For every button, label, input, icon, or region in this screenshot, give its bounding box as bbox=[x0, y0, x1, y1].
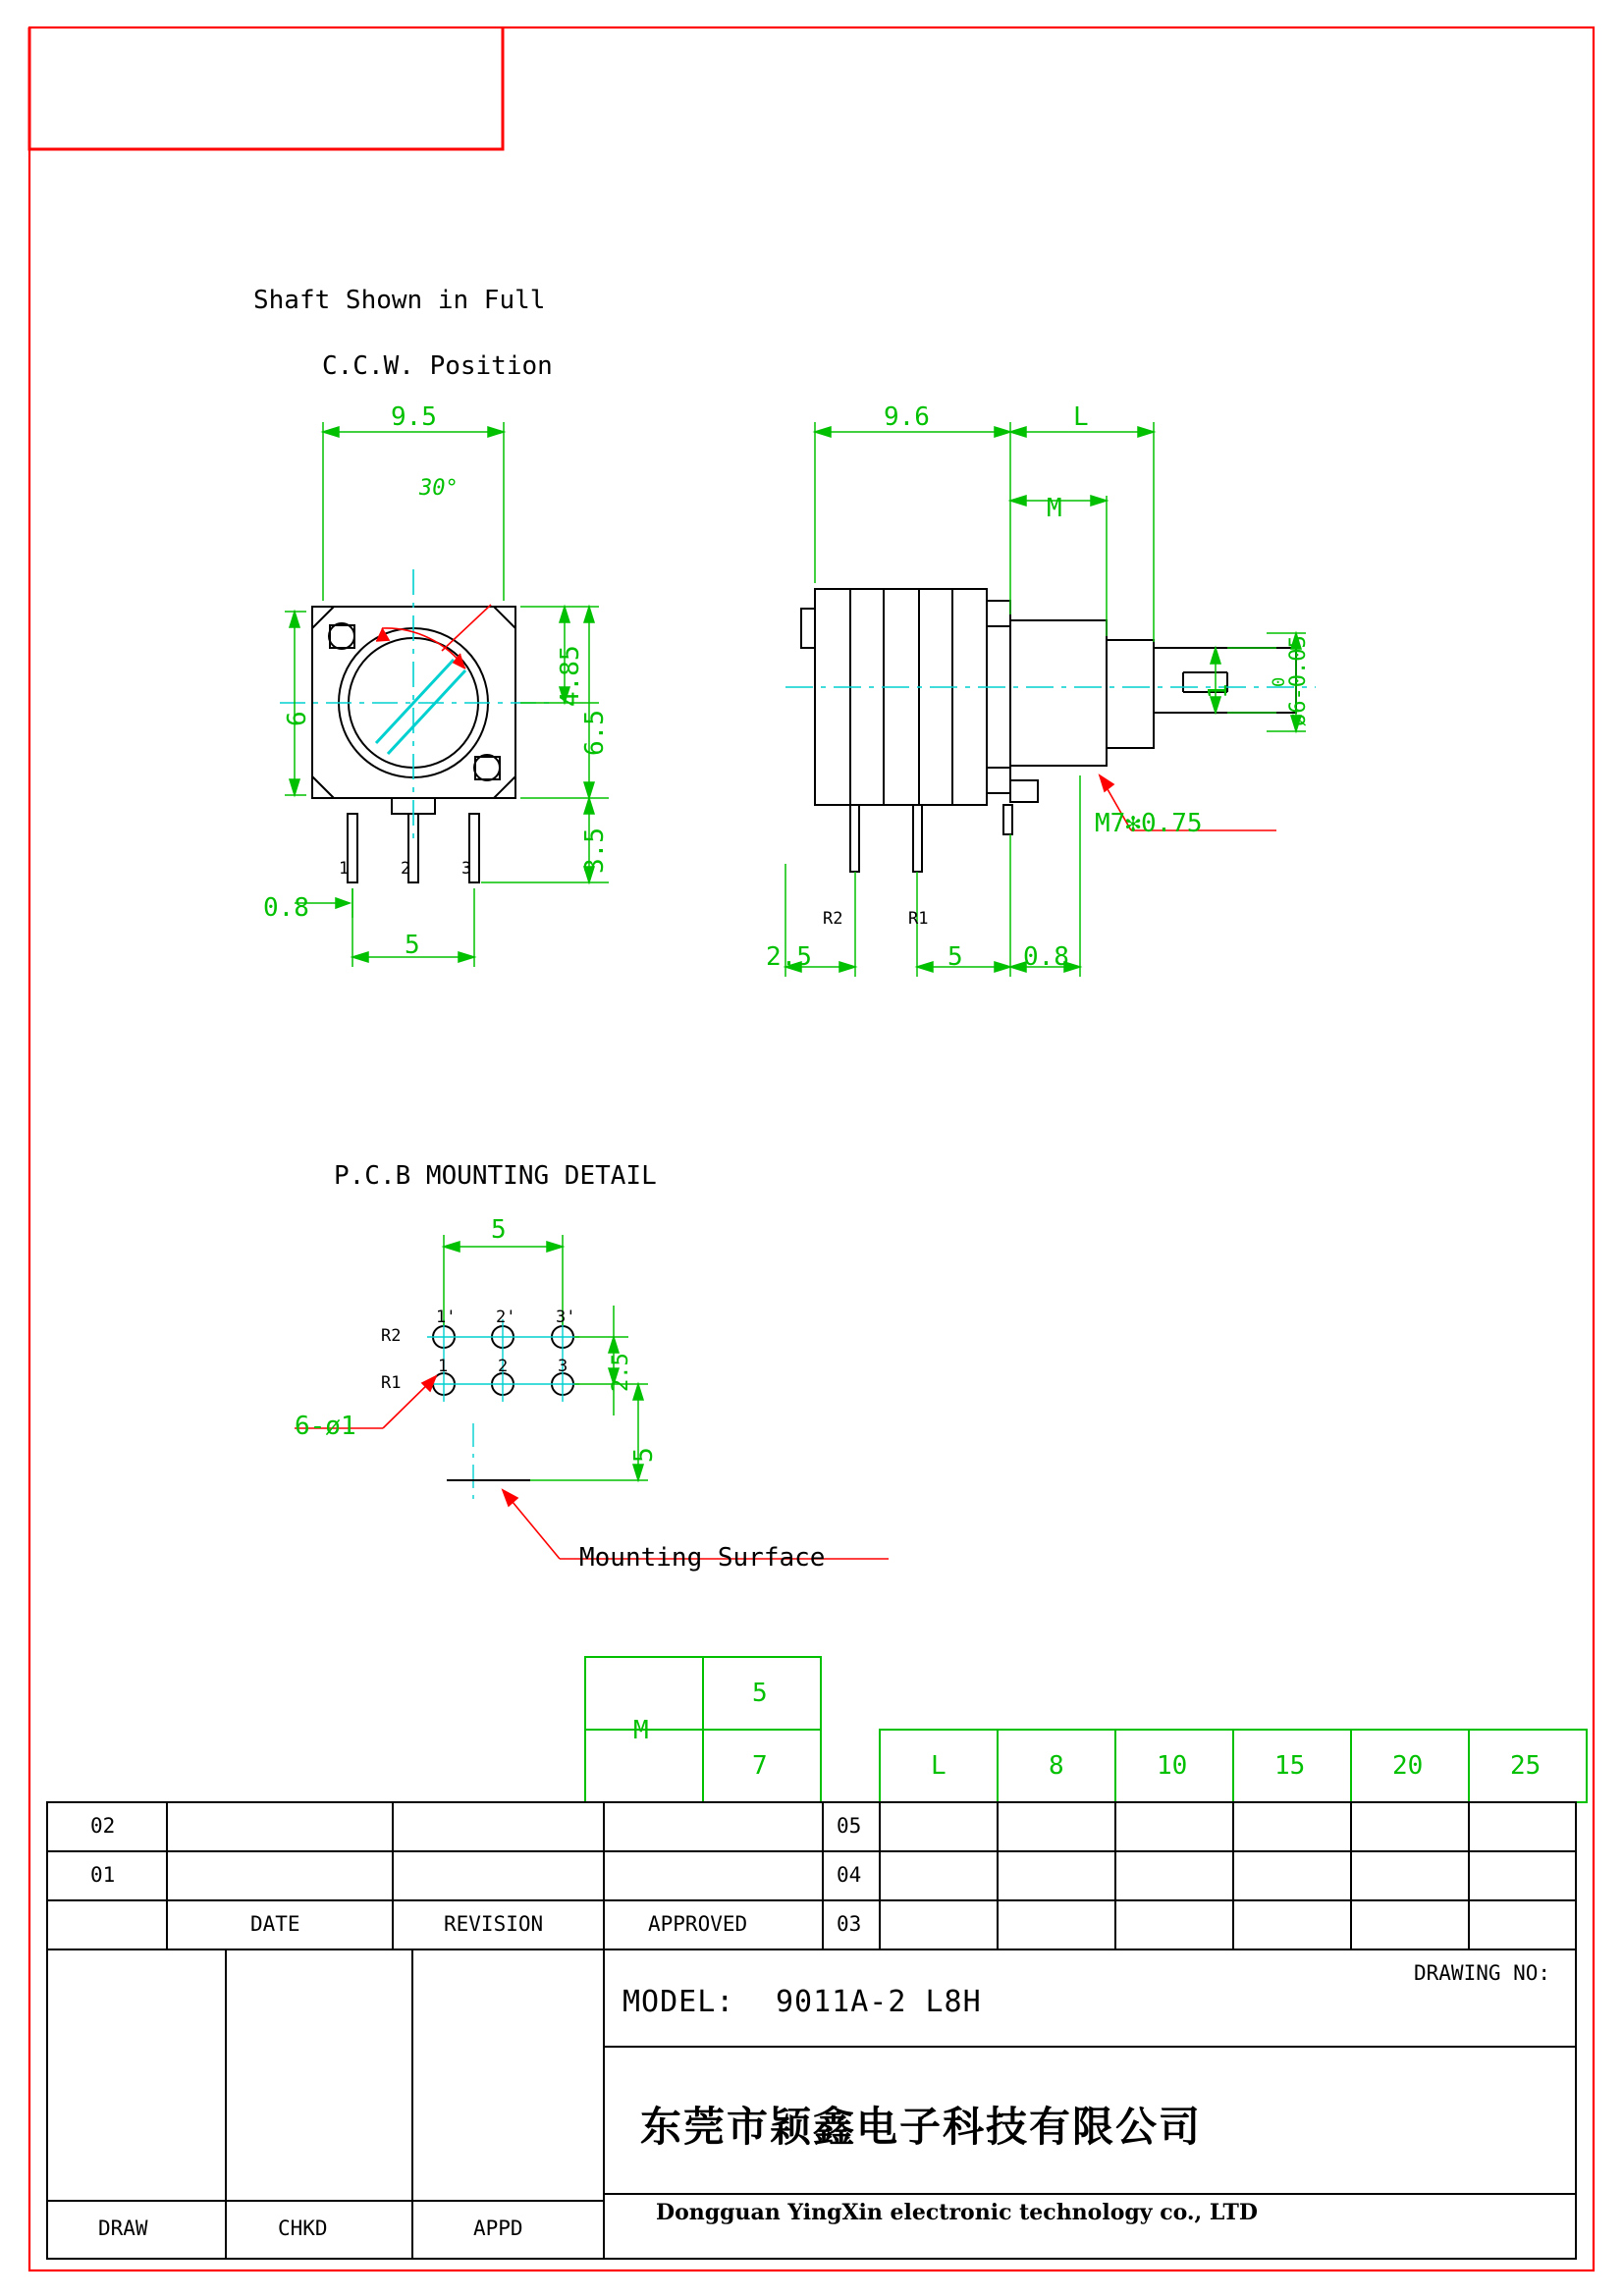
dim-side-08: 0.8 bbox=[1023, 942, 1069, 972]
shaft-note-line1: Shaft Shown in Full bbox=[253, 286, 546, 315]
pcb-hole-label-2p: 2' bbox=[496, 1308, 516, 1327]
title-block-geometry bbox=[47, 1802, 1576, 2259]
rev-header-revision: REVISION bbox=[444, 1912, 544, 1936]
dim-side-25: 2.5 bbox=[766, 942, 812, 972]
pcb-row-label-r1: R1 bbox=[381, 1373, 402, 1393]
option-l-value-20: 20 bbox=[1392, 1751, 1424, 1781]
footer-appd: APPD bbox=[473, 2216, 523, 2240]
company-name-cn: 东莞市颖鑫电子科技有限公司 bbox=[640, 2103, 1203, 2151]
dim-side-96: 9.6 bbox=[884, 402, 930, 432]
model-label: MODEL: bbox=[622, 1985, 735, 2019]
rev-header-date: DATE bbox=[250, 1912, 300, 1936]
option-table-geometry bbox=[585, 1657, 1587, 1802]
dim-pcb-25: 2.5 bbox=[609, 1353, 633, 1392]
sheet-num-03: 03 bbox=[837, 1912, 862, 1936]
option-l-value-10: 10 bbox=[1157, 1751, 1188, 1781]
dim-side-M: M bbox=[1047, 494, 1062, 523]
dim-front-65: 6.5 bbox=[580, 710, 610, 756]
dim-pcb-5-top: 5 bbox=[491, 1215, 507, 1245]
pcb-detail-geometry bbox=[295, 1235, 889, 1559]
model-value: 9011A-2 L8H bbox=[776, 1985, 982, 2019]
drawing-no-label: DRAWING NO: bbox=[1414, 1961, 1551, 1985]
pcb-detail-title: P.C.B MOUNTING DETAIL bbox=[334, 1161, 657, 1191]
pcb-hole-label-3: 3 bbox=[558, 1357, 568, 1376]
dim-front-485: 4.85 bbox=[556, 645, 585, 707]
pcb-hole-label-1p: 1' bbox=[436, 1308, 457, 1327]
rev-row-no-02: 02 bbox=[90, 1814, 116, 1838]
dim-shaft-diameter-upper-tol: 0 bbox=[1270, 676, 1289, 687]
dim-front-width: 9.5 bbox=[391, 402, 437, 432]
side-pin-R2: R2 bbox=[823, 909, 843, 929]
rev-row-no-01: 01 bbox=[90, 1863, 116, 1887]
shaft-note-line2: C.C.W. Position bbox=[322, 351, 553, 381]
option-l-value-8: 8 bbox=[1049, 1751, 1064, 1781]
option-l-label: L bbox=[931, 1751, 947, 1781]
dim-front-35: 3.5 bbox=[580, 828, 610, 874]
dim-front-height: 6 bbox=[283, 711, 312, 726]
dim-shaft-diameter: ø6-0.05 bbox=[1286, 635, 1311, 726]
option-m-value-7: 7 bbox=[752, 1751, 768, 1781]
footer-draw: DRAW bbox=[98, 2216, 148, 2240]
front-pin-2: 2 bbox=[401, 859, 411, 879]
thread-callout: M7✻0.75 bbox=[1095, 809, 1203, 838]
front-pin-3: 3 bbox=[461, 859, 472, 879]
front-pin-1: 1 bbox=[339, 859, 350, 879]
side-pin-R1: R1 bbox=[908, 909, 929, 929]
pcb-hole-label-2: 2 bbox=[498, 1357, 509, 1376]
sheet-num-04: 04 bbox=[837, 1863, 862, 1887]
pcb-hole-label-1: 1 bbox=[438, 1357, 449, 1376]
mounting-surface-label: Mounting Surface bbox=[579, 1543, 826, 1573]
option-m-value-5: 5 bbox=[752, 1679, 768, 1708]
pcb-hole-label-3p: 3' bbox=[556, 1308, 576, 1327]
dim-side-5: 5 bbox=[947, 942, 963, 972]
dim-front-08: 0.8 bbox=[263, 893, 309, 923]
option-l-value-15: 15 bbox=[1274, 1751, 1306, 1781]
rev-header-approved: APPROVED bbox=[648, 1912, 748, 1936]
dim-side-L: L bbox=[1073, 402, 1089, 432]
pcb-row-label-r2: R2 bbox=[381, 1326, 402, 1346]
option-m-label: M bbox=[633, 1716, 649, 1745]
pcb-hole-note: 6-ø1 bbox=[295, 1412, 356, 1441]
option-l-value-25: 25 bbox=[1510, 1751, 1542, 1781]
sheet-num-05: 05 bbox=[837, 1814, 862, 1838]
dim-front-5: 5 bbox=[405, 931, 420, 960]
company-name-en: Dongguan YingXin electronic technology co., LTD bbox=[656, 2200, 1258, 2225]
footer-chkd: CHKD bbox=[278, 2216, 328, 2240]
dim-pcb-5-right: 5 bbox=[629, 1447, 659, 1463]
dim-side-1: 1 bbox=[1204, 683, 1233, 699]
dim-front-angle: 30° bbox=[419, 476, 459, 501]
